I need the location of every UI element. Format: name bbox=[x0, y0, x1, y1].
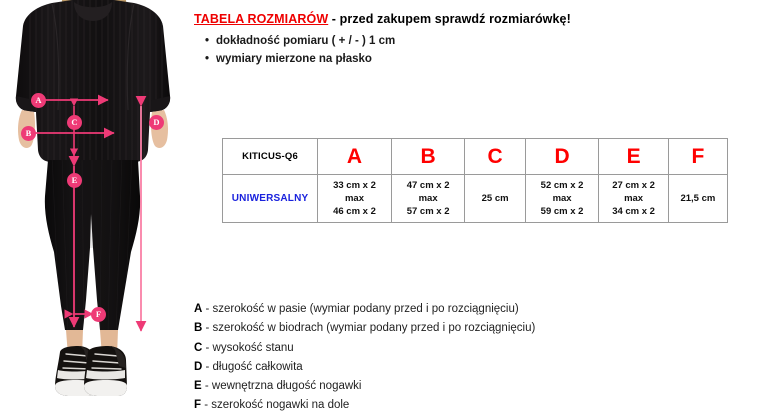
header-block bbox=[194, 12, 754, 68]
table-size-label: UNIWERSALNY bbox=[223, 175, 318, 223]
legend-letter-c: C bbox=[194, 341, 203, 354]
table-cell-e: 27 cm x 2 max 34 cm x 2 bbox=[599, 175, 668, 223]
legend-text-e: - wewnętrzna długość nogawki bbox=[201, 380, 362, 393]
header-bullet-item: • dokładność pomiaru ( + / - ) 1 cm bbox=[216, 32, 754, 50]
legend-text-b: - szerokość w biodrach (wymiar podany przed i po rozciągnięciu) bbox=[202, 322, 536, 335]
header-bullet-list bbox=[194, 32, 754, 68]
measure-marker-d: D bbox=[149, 115, 164, 130]
page-title-rest: - przed zakupem sprawdź rozmiarówkę! bbox=[328, 12, 571, 26]
legend-letter-f: F bbox=[194, 399, 202, 412]
legend-text-d: - długość całkowita bbox=[202, 360, 303, 373]
measure-marker-a: A bbox=[31, 93, 46, 108]
legend-item-d bbox=[194, 358, 754, 377]
table-col-header-e: E bbox=[599, 139, 668, 175]
table-col-header-b: B bbox=[391, 139, 465, 175]
page-title bbox=[194, 12, 754, 26]
legend-text-c: - wysokość stanu bbox=[202, 341, 294, 354]
header-bullet-item: • wymiary mierzone na płasko bbox=[216, 50, 754, 68]
table-col-header-f: F bbox=[668, 139, 727, 175]
table-header-row bbox=[223, 139, 728, 175]
legend-text-a: - szerokość w pasie (wymiar podany przed i po rozciągnięciu) bbox=[202, 303, 519, 315]
legend-letter-d: D bbox=[194, 360, 203, 373]
legend-letter-a: A bbox=[194, 303, 203, 315]
measure-marker-c: C bbox=[67, 115, 82, 130]
table-row bbox=[223, 175, 728, 223]
legend-item-e bbox=[194, 377, 754, 396]
table-col-header-c: C bbox=[465, 139, 525, 175]
legend-letter-e: E bbox=[194, 380, 202, 393]
table-model-code: KITICUS-Q6 bbox=[223, 139, 318, 175]
table-col-header-d: D bbox=[525, 139, 599, 175]
measure-marker-f: F bbox=[91, 307, 106, 322]
legend-text-f: - szerokość nogawki na dole bbox=[201, 399, 350, 412]
legend-list bbox=[194, 300, 754, 416]
table-col-header-a: A bbox=[318, 139, 392, 175]
page-title-highlight: TABELA ROZMIARÓW bbox=[194, 12, 329, 26]
measure-marker-b: B bbox=[21, 126, 36, 141]
table-cell-d: 52 cm x 2 max 59 cm x 2 bbox=[525, 175, 599, 223]
table-cell-a: 33 cm x 2 max 46 cm x 2 bbox=[318, 175, 392, 223]
size-table bbox=[222, 138, 728, 223]
measurement-overlay bbox=[0, 0, 186, 420]
table-cell-c: 25 cm bbox=[465, 175, 525, 223]
model-photo bbox=[0, 0, 186, 420]
legend-item-a bbox=[194, 300, 754, 319]
table-cell-b: 47 cm x 2 max 57 cm x 2 bbox=[391, 175, 465, 223]
chart-content bbox=[186, 0, 768, 420]
table-cell-f: 21,5 cm bbox=[668, 175, 727, 223]
legend-letter-b: B bbox=[194, 322, 203, 335]
legend-item-f bbox=[194, 396, 754, 415]
legend-item-c bbox=[194, 339, 754, 358]
legend-item-b bbox=[194, 319, 754, 338]
measure-marker-e: E bbox=[67, 173, 82, 188]
